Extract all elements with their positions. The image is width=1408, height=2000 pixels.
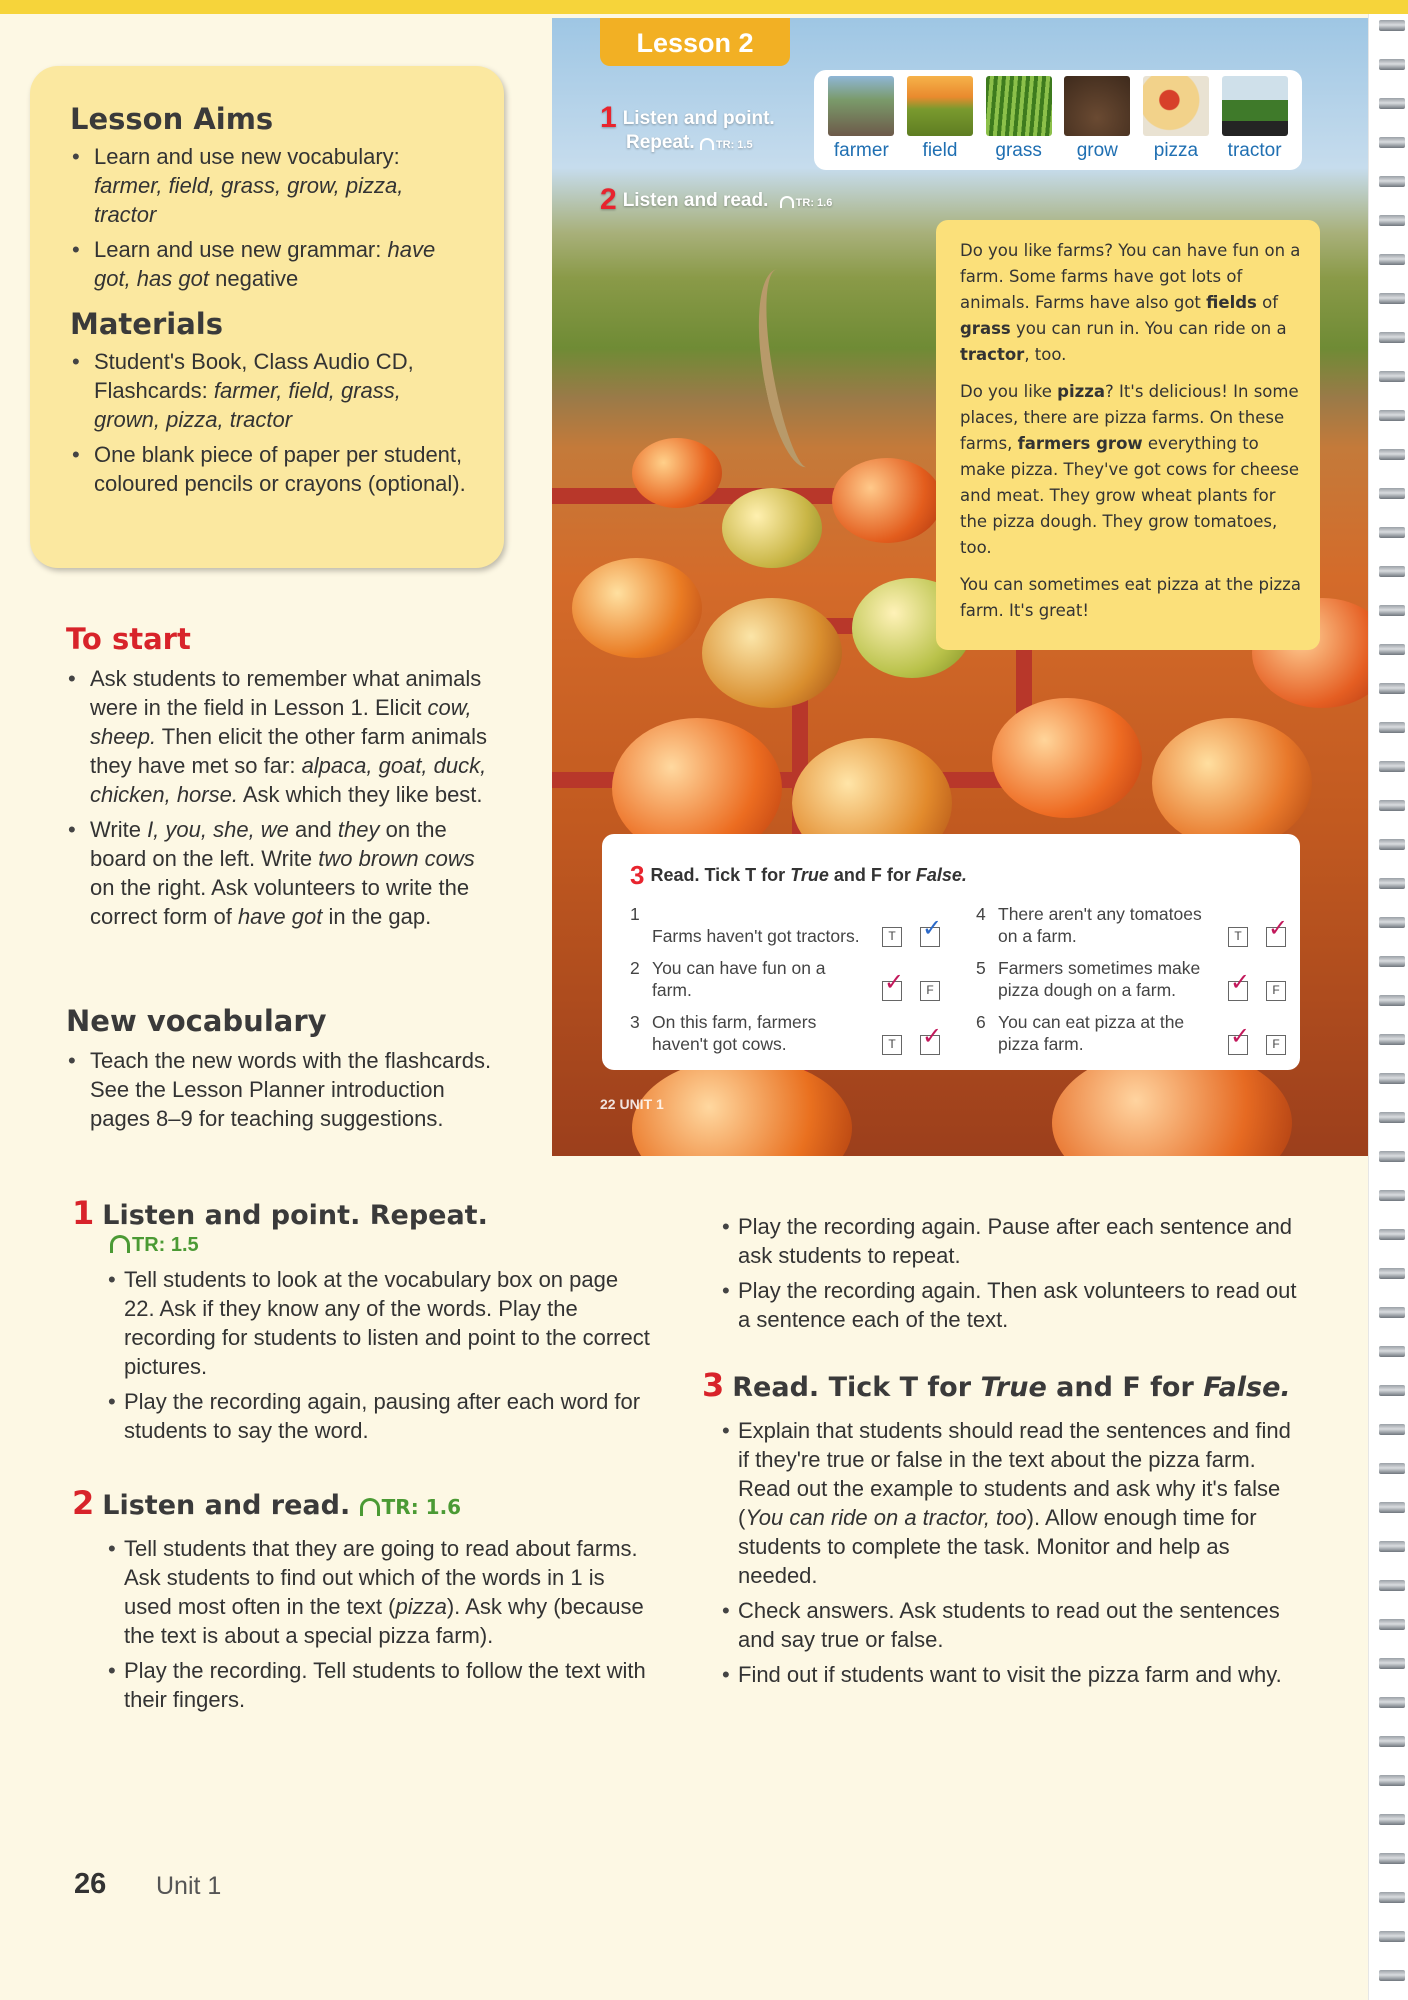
spiral-ring [1379,1424,1405,1435]
activity-3-heading: 3 Read. Tick T for True and F for False. [702,1366,1291,1404]
spiral-ring [1379,761,1405,772]
question-text: There aren't any tomatoes on a farm. [998,904,1202,946]
spiral-binding [1368,14,1408,2000]
true-box[interactable]: T [1228,927,1248,947]
new-vocabulary-list [66,1046,496,1133]
vocab-item-tractor: tractor [1220,76,1290,170]
spiral-ring [1379,410,1405,421]
spiral-ring [1379,1658,1405,1669]
student-book-page [552,18,1370,1156]
lesson-aims-heading: Lesson Aims [70,102,274,136]
lesson-aims-box [30,66,504,568]
spiral-ring [1379,1229,1405,1240]
list-item: • Student's Book, Class Audio CD, Flashcards: farmer, field, grass, grown, pizza, tractor [70,347,470,434]
tick-icon[interactable] [1228,981,1248,1001]
spiral-ring [1379,1619,1405,1630]
spiral-ring [1379,1541,1405,1552]
activity-3-section [702,1366,1302,1695]
reading-text [936,220,1320,650]
spiral-ring [1379,956,1405,967]
list-item: • Explain that students should read the sentences and find if they're true or false in the text about the pizza farm. Read out the example to students and ask why it's false (You can ride on a tractor, too). Allow enough time for students to complete the task. Monitor and help as needed. [722,1416,1302,1590]
dirt-path [742,264,842,472]
list-item: • Teach the new words with the flashcards. See the Lesson Planner introduction pages 8–9 for teaching suggestions. [66,1046,496,1133]
false-box[interactable]: F [920,981,940,1001]
farmer-picture [828,76,894,136]
tomato [722,488,822,568]
activity-2-section [72,1484,652,1720]
spiral-ring [1379,1190,1405,1201]
spiral-ring [1379,1034,1405,1045]
question-number: 3 [630,1012,640,1032]
materials-heading: Materials [70,307,223,341]
lesson-aims-list [70,142,470,293]
new-vocabulary-section [66,1004,496,1139]
quiz-question [630,1011,940,1055]
quiz-question [630,957,940,1001]
spiral-ring [1379,1931,1405,1942]
spiral-ring [1379,488,1405,499]
spiral-ring [1379,878,1405,889]
reading-paragraph-1: Do you like farms? You can have fun on a farm. Some farms have got lots of animals. Farms have also got fields of grass you can run in. You can ride on a tractor, too. [960,241,1301,364]
question-number: 5 [976,958,986,978]
spiral-ring [1379,605,1405,616]
pizza-picture [1143,76,1209,136]
page-number: 26 [74,1868,107,1900]
top-color-strip [0,0,1408,14]
spiral-ring [1379,1697,1405,1708]
activity-1-track: TR: 1.5 [110,1234,652,1257]
activity-2-heading: 2 Listen and read. TR: 1.6 [72,1484,462,1522]
spiral-ring [1379,137,1405,148]
spiral-ring [1379,1385,1405,1396]
spiral-ring [1379,332,1405,343]
to-start-heading: To start [66,622,191,656]
spiral-ring [1379,1346,1405,1357]
list-item: • Check answers. Ask students to read out the sentences and say true or false. [722,1596,1302,1654]
spiral-ring [1379,1736,1405,1747]
tomato [992,698,1142,818]
activity-2-continued-list [722,1212,1302,1334]
spiral-ring [1379,1892,1405,1903]
to-start-section [66,622,496,937]
spiral-ring [1379,176,1405,187]
question-number: 4 [976,904,986,924]
list-item: • Learn and use new grammar: have got, has got negative [70,235,470,293]
spiral-ring [1379,1463,1405,1474]
spiral-ring [1379,1580,1405,1591]
vocab-item-grow: grow [1062,76,1132,170]
vocab-item-grass: grass [984,76,1054,170]
spiral-ring [1379,254,1405,265]
spiral-ring [1379,995,1405,1006]
spiral-ring [1379,1853,1405,1864]
headphones-icon [360,1498,380,1516]
list-item: • Write I, you, she, we and they on the board on the left. Write two brown cows on the right. Ask volunteers to write the correct form of have got in the gap. [66,815,496,931]
question-text: You can have fun on a farm. [652,958,826,1000]
spiral-ring [1379,20,1405,31]
quiz-question [630,903,940,947]
headphones-icon [780,196,794,208]
tomato [1152,718,1312,848]
true-false-quiz [602,834,1300,1070]
tomato [572,558,702,658]
list-item: • Play the recording again. Then ask volunteers to read out a sentence each of the text. [722,1276,1302,1334]
grass-picture [986,76,1052,136]
vocab-item-farmer: farmer [826,76,896,170]
quiz-question [976,903,1286,947]
spiral-ring [1379,215,1405,226]
spiral-ring [1379,527,1405,538]
activity-1-section [72,1194,652,1451]
spiral-ring [1379,98,1405,109]
headphones-icon [110,1235,130,1253]
question-text: On this farm, farmers haven't got cows. [652,1012,817,1054]
question-number: 2 [630,958,640,978]
question-text: Farmers sometimes make pizza dough on a farm. [998,958,1201,1000]
spiral-ring [1379,839,1405,850]
list-item: • Learn and use new vocabulary: farmer, field, grass, grow, pizza, tractor [70,142,470,229]
spiral-ring [1379,683,1405,694]
list-item: • Find out if students want to visit the pizza farm and why. [722,1660,1302,1689]
spiral-ring [1379,566,1405,577]
sb-page-footer: 22 UNIT 1 [600,1096,664,1112]
tomato [832,458,942,543]
sb-activity-2: 2 Listen and read. TR: 1.6 [600,183,833,216]
list-item: • Ask students to remember what animals were in the field in Lesson 1. Elicit cow, sheep. Then elicit the other farm animals they have met so far: alpaca, goat, duck, chicken, horse. Ask which they like best. [66,664,496,809]
list-item: • Tell students to look at the vocabulary box on page 22. Ask if they know any of the words. Play the recording for students to listen and point to the correct pictures. [108,1265,652,1381]
tomato [702,598,842,708]
list-item: • Play the recording again. Pause after each sentence and ask students to repeat. [722,1212,1302,1270]
question-text: You can eat pizza at the pizza farm. [998,1012,1185,1054]
true-box[interactable]: T [882,927,902,947]
spiral-ring [1379,1268,1405,1279]
quiz-grid [630,903,1278,1055]
new-vocabulary-heading: New vocabulary [66,1004,327,1038]
spiral-ring [1379,1307,1405,1318]
vocab-item-field: field [905,76,975,170]
tick-icon[interactable] [920,1035,940,1055]
reading-paragraph-2: Do you like pizza? It's delicious! In some places, there are pizza farms. On these farms, farmers grow everything to make pizza. They've got cows for cheese and meat. They grow wheat plants for the pizza dough. They grow tomatoes, too. [960,382,1299,557]
materials-list [70,347,470,498]
vocabulary-box [814,70,1302,170]
vocab-item-pizza: pizza [1141,76,1211,170]
spiral-ring [1379,1112,1405,1123]
unit-label: Unit 1 [156,1872,222,1900]
tick-icon[interactable] [920,927,940,947]
to-start-list [66,664,496,931]
activity-2-list [108,1534,652,1714]
sb-activity-1: 1 Listen and point. Repeat. TR: 1.5 [600,101,775,153]
true-box[interactable]: T [882,1035,902,1055]
tomato [632,438,722,508]
question-number: 6 [976,1012,986,1032]
quiz-title: 3 Read. Tick T for True and F for False. [630,860,967,890]
quiz-question [976,1011,1286,1055]
grow-picture [1064,76,1130,136]
quiz-question [976,957,1286,1001]
false-box[interactable]: F [1266,981,1286,1001]
tick-icon[interactable] [882,981,902,1001]
spiral-ring [1379,371,1405,382]
list-item: • Play the recording. Tell students to follow the text with their fingers. [108,1656,652,1714]
field-picture [907,76,973,136]
spiral-ring [1379,1502,1405,1513]
tick-icon[interactable] [1266,927,1286,947]
tick-icon[interactable] [1228,1035,1248,1055]
tractor-picture [1222,76,1288,136]
spiral-ring [1379,1151,1405,1162]
reading-paragraph-3: You can sometimes eat pizza at the pizza farm. It's great! [960,575,1301,620]
list-item: • Tell students that they are going to read about farms. Ask students to find out which of the words in 1 is used most often in the text (pizza). Ask why (because the text is about a special pizza farm). [108,1534,652,1650]
activity-3-list [722,1416,1302,1689]
spiral-ring [1379,1073,1405,1084]
spiral-ring [1379,1970,1405,1981]
spiral-ring [1379,800,1405,811]
activity-1-heading: 1 Listen and point. Repeat. [72,1194,488,1232]
spiral-ring [1379,917,1405,928]
spiral-ring [1379,722,1405,733]
activity-1-list [108,1265,652,1445]
activity-2-continued [722,1212,1302,1340]
spiral-ring [1379,1814,1405,1825]
lesson-tab: Lesson 2 [600,18,790,66]
spiral-ring [1379,644,1405,655]
spiral-ring [1379,449,1405,460]
spiral-ring [1379,293,1405,304]
spiral-ring [1379,59,1405,70]
question-number: 1 [630,904,640,924]
question-text: Farms haven't got tractors. [652,926,860,946]
list-item: • Play the recording again, pausing after each word for students to say the word. [108,1387,652,1445]
list-item: • One blank piece of paper per student, coloured pencils or crayons (optional). [70,440,470,498]
false-box[interactable]: F [1266,1035,1286,1055]
headphones-icon [700,138,714,150]
spiral-ring [1379,1775,1405,1786]
